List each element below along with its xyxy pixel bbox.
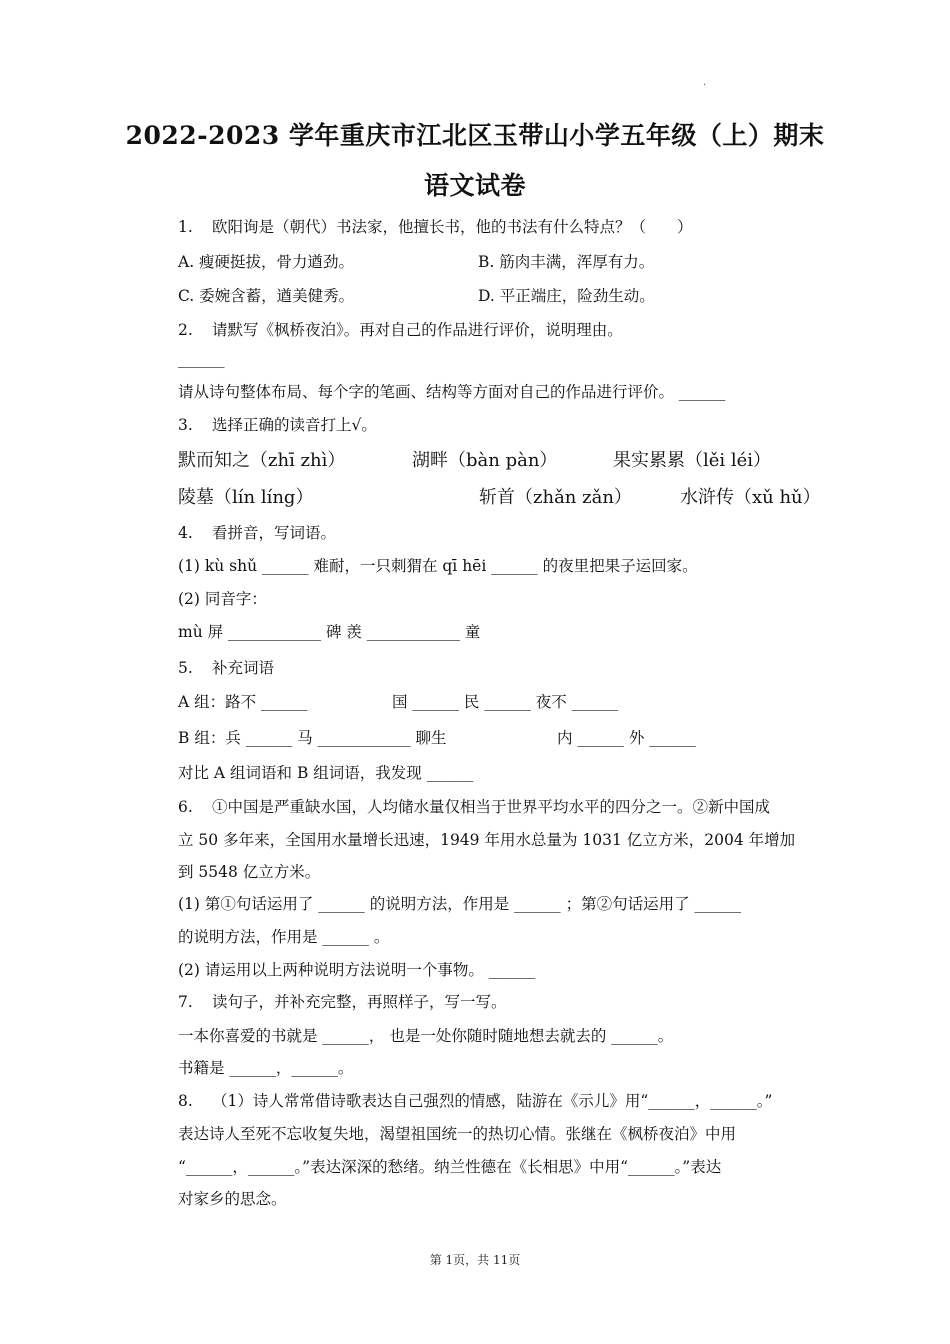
group-b-first: B 组：兵 ______ 马 ____________ 聊生 xyxy=(178,729,447,747)
page-title-line2: 语文试卷 xyxy=(423,171,526,200)
question-2-evaluation: 请从诗句整体布局、每个字的笔画、结构等方面对自己的作品进行评价。 ______ xyxy=(178,383,726,401)
question-text: （1）诗人常常借诗歌表达自己强烈的情感，陆游在《示儿》用“______，______。” xyxy=(212,1092,773,1110)
question-8 xyxy=(178,1089,772,1111)
pinyin-item: 水浒传（xǔ hǔ） xyxy=(680,487,821,508)
option-b: B. 筋肉丰满，浑厚有力。 xyxy=(478,253,655,271)
question-7 xyxy=(178,990,507,1012)
question-number: 3. xyxy=(178,416,193,434)
question-4 xyxy=(178,521,336,543)
question-number: 2. xyxy=(178,321,193,339)
group-a-rest: 国 ______ 民 ______ 夜不 ______ xyxy=(392,693,619,711)
question-6-part-2: (2) 请运用以上两种说明方法说明一个事物。 ______ xyxy=(178,961,536,979)
question-8-line: 对家乡的思念。 xyxy=(178,1190,287,1208)
question-8-line: “______，______。”表达深深的愁绪。纳兰性德在《长相思》中用“______。”表达 xyxy=(178,1158,722,1176)
question-6-line: 立 50 多年来，全国用水量增长迅速，1949 年用水总量为 1031 亿立方米，2004 年增加 xyxy=(178,831,796,849)
question-8-line: 表达诗人至死不忘收复失地，渴望祖国统一的热切心情。张继在《枫桥夜泊》中用 xyxy=(178,1125,737,1143)
pinyin-item: 默而知之（zhī zhì） xyxy=(178,450,346,471)
question-number: 5. xyxy=(178,659,193,677)
question-4-part-2: (2) 同音字： xyxy=(178,590,267,608)
question-number: 7. xyxy=(178,993,193,1011)
question-text: 补充词语 xyxy=(212,659,275,677)
pinyin-item: 斩首（zhǎn zǎn） xyxy=(479,487,632,508)
page-footer: 第 1页，共 11页 xyxy=(429,1253,521,1267)
question-6-line: 到 5548 亿立方米。 xyxy=(178,863,321,881)
group-b-rest: 内 ______ 外 ______ xyxy=(557,729,696,747)
question-number: 6. xyxy=(178,798,193,816)
pinyin-item: 湖畔（bàn pàn） xyxy=(412,450,558,471)
question-5 xyxy=(178,656,274,678)
question-text: 看拼音，写词语。 xyxy=(212,524,337,542)
answer-blank: ______ xyxy=(178,350,225,368)
option-a: A. 瘦硬挺拔，骨力遒劲。 xyxy=(178,253,355,271)
question-1 xyxy=(178,215,693,237)
question-2 xyxy=(178,318,623,340)
question-6-part-1: (1) 第①句话运用了 ______ 的说明方法，作用是 ______ ；第②句话运用了 ______ xyxy=(178,895,742,913)
option-c: C. 委婉含蓄，遒美健秀。 xyxy=(178,287,355,305)
question-text: 读句子，并补充完整，再照样子，写一写。 xyxy=(212,993,507,1011)
corner-mark: · xyxy=(703,80,707,91)
group-a-first: A 组：路不 ______ xyxy=(178,693,308,711)
question-3 xyxy=(178,413,377,435)
question-number: 1. xyxy=(178,218,193,236)
option-d: D. 平正端庄，险劲生动。 xyxy=(478,287,655,305)
question-number: 8. xyxy=(178,1092,193,1110)
question-7-imitate: 书籍是 ______，______。 xyxy=(178,1059,354,1077)
question-7-sentence: 一本你喜爱的书就是 ______， 也是一处你随时随地想去就去的 ______。 xyxy=(178,1027,674,1045)
question-4-homophones: mù 屏 ____________ 碑 羡 ____________ 童 xyxy=(178,623,481,641)
page-title-line1: 2022-2023 学年重庆市江北区玉带山小学五年级（上）期末 xyxy=(125,121,825,150)
question-number: 4. xyxy=(178,524,193,542)
question-6 xyxy=(178,795,770,817)
pinyin-item: 陵墓（lín líng） xyxy=(178,487,314,508)
question-6-part-1-cont: 的说明方法，作用是 ______ 。 xyxy=(178,928,390,946)
group-compare: 对比 A 组词语和 B 组词语，我发现 ______ xyxy=(178,764,474,782)
question-4-part-1: (1) kù shǔ ______ 难耐，一只刺猬在 qī hēi ______ 的夜里把果子运回家。 xyxy=(178,557,698,575)
question-text: ①中国是严重缺水国，人均储水量仅相当于世界平均水平的四分之一。②新中国成 xyxy=(212,798,771,816)
pinyin-item: 果实累累（lěi léi） xyxy=(613,450,772,471)
question-text: 选择正确的读音打上√。 xyxy=(212,416,377,434)
question-text: 欧阳询是（朝代）书法家，他擅长书，他的书法有什么特点？（ ） xyxy=(212,218,693,236)
question-text: 请默写《枫桥夜泊》。再对自己的作品进行评价，说明理由。 xyxy=(212,321,623,339)
